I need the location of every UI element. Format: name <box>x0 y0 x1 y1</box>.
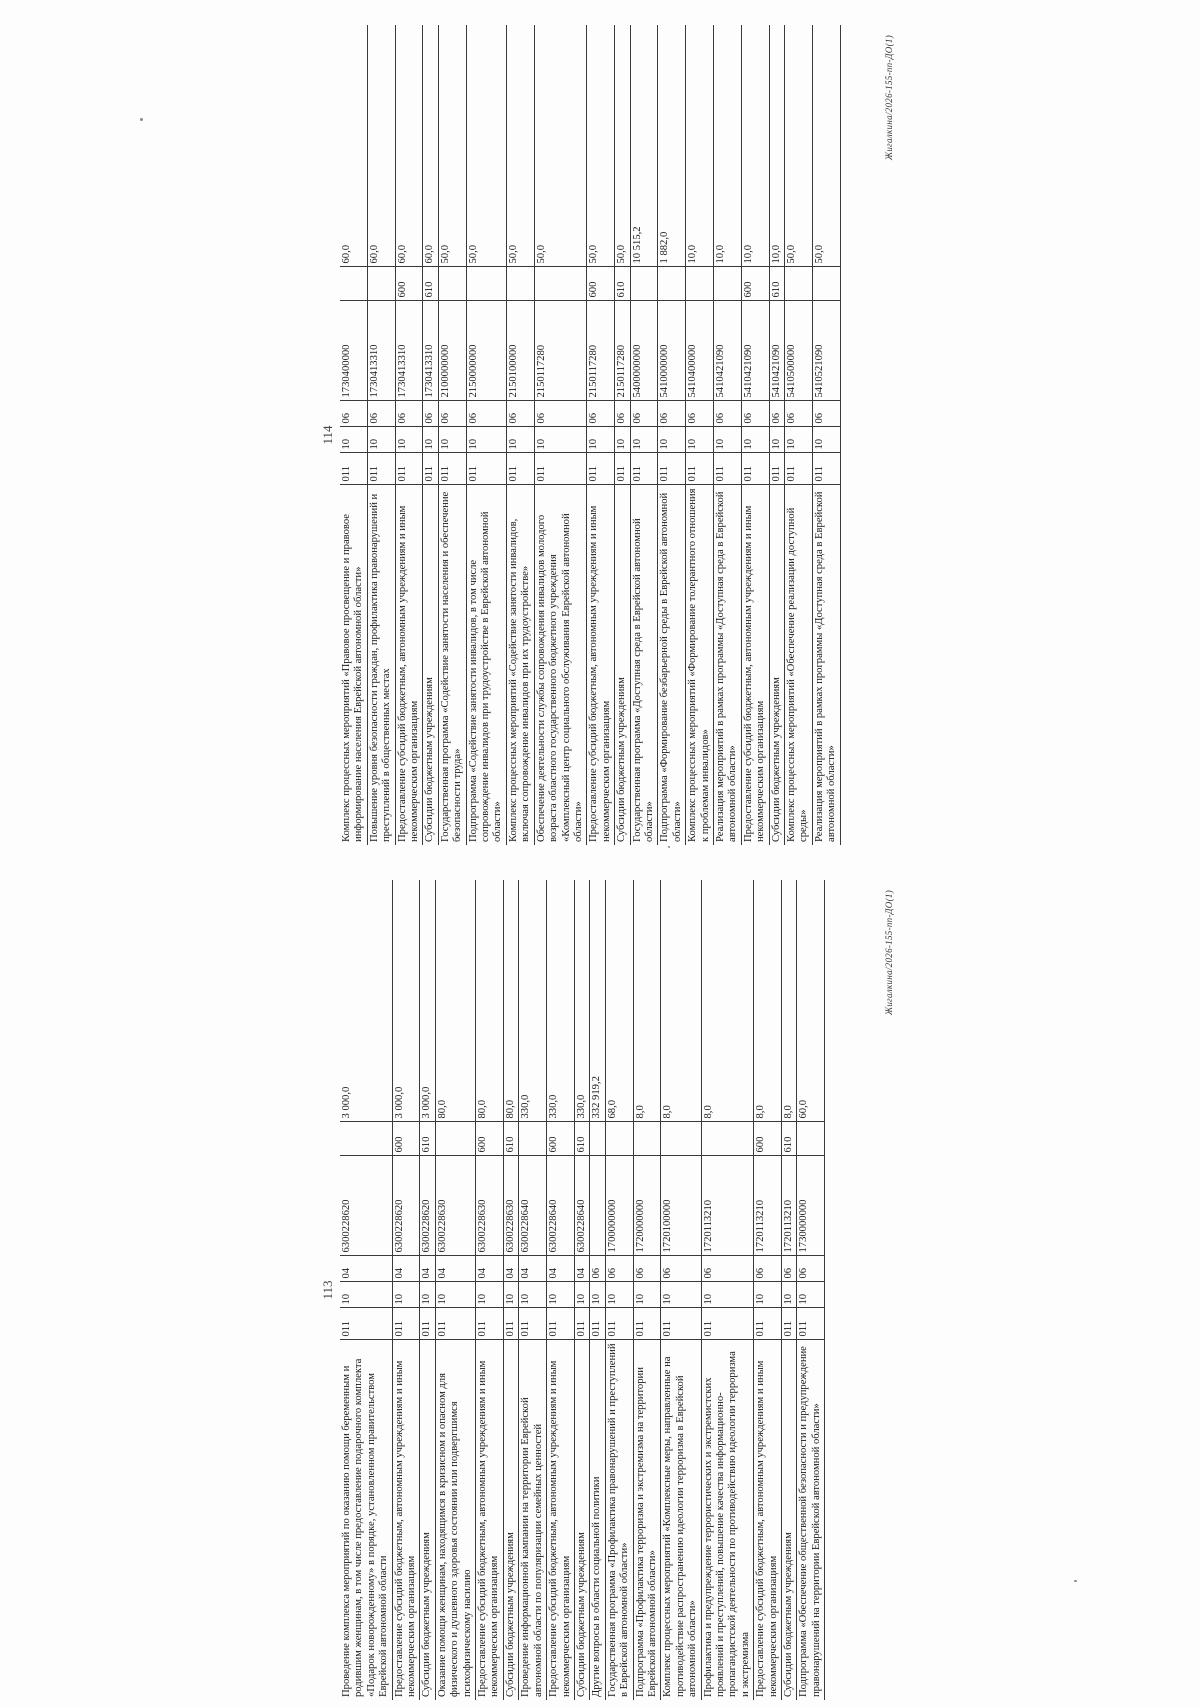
code-expense-type <box>658 267 686 301</box>
row-amount: 60,0 <box>797 880 825 1122</box>
row-name: Государственная программа «Содействие занятости населения и обеспечение безопасности труда» <box>438 485 466 845</box>
code-expense-type <box>435 1122 475 1156</box>
code-razdel: 10 <box>741 427 769 453</box>
code-expense-type <box>590 1122 605 1156</box>
row-name: Субсидии бюджетным учреждениям <box>423 485 438 845</box>
code-expense-type: 600 <box>754 1122 782 1156</box>
code-expense-type <box>534 267 587 301</box>
code-target-article: 1720000000 <box>633 1156 661 1256</box>
code-podrazdel: 06 <box>741 401 769 427</box>
row-amount: 8,0 <box>661 880 701 1122</box>
row-amount: 8,0 <box>754 880 782 1122</box>
table-row <box>423 25 438 845</box>
code-target-article: 6300228630 <box>476 1156 504 1256</box>
row-name: Предоставление субсидий бюджетным, автономным учреждениям и иным некоммерческим организациям <box>392 1340 420 1700</box>
code-razdel: 10 <box>590 1282 605 1308</box>
row-name: Предоставление субсидий бюджетным, автономным учреждениям и иным некоммерческим организациям <box>395 485 423 845</box>
code-glava: 011 <box>812 453 840 485</box>
row-name: Комплекс процессных мероприятий «Комплексные меры, направленные на противодействие распространению идеологии терроризма в Еврейской автономной области» <box>661 1340 701 1700</box>
row-name: Подпрограмма «Профилактика терроризма и экстремизма на территории Еврейской автономной области» <box>633 1340 661 1700</box>
row-name: Комплекс процессных мероприятий «Содействие занятости инвалидов, включая сопровождение инвалидов при их трудоустройстве» <box>506 485 534 845</box>
code-razdel: 10 <box>661 1282 701 1308</box>
code-target-article: 1730413310 <box>395 301 423 401</box>
code-podrazdel: 04 <box>420 1256 435 1282</box>
code-podrazdel: 04 <box>574 1256 589 1282</box>
budget-table <box>340 880 825 1700</box>
page-number: 114 <box>320 425 335 445</box>
code-target-article <box>590 1156 605 1256</box>
code-podrazdel: 06 <box>534 401 587 427</box>
code-glava: 011 <box>630 453 658 485</box>
code-target-article: 1700000000 <box>605 1156 633 1256</box>
code-glava: 011 <box>615 453 630 485</box>
row-name: Повышение уровня безопасности граждан, профилактика правонарушений и преступлений в общественных местах <box>367 485 395 845</box>
row-amount: 3 000,0 <box>392 880 420 1122</box>
code-expense-type <box>785 267 813 301</box>
code-glava: 011 <box>587 453 615 485</box>
code-target-article: 5410421090 <box>713 301 741 401</box>
code-glava: 011 <box>713 453 741 485</box>
code-target-article: 6300228640 <box>519 1156 547 1256</box>
code-target-article: 6300228620 <box>392 1156 420 1256</box>
table-row <box>782 880 797 1700</box>
code-razdel: 10 <box>395 427 423 453</box>
code-glava: 011 <box>633 1308 661 1340</box>
table-row <box>547 880 575 1700</box>
code-expense-type: 600 <box>547 1122 575 1156</box>
row-name: Субсидии бюджетным учреждениям <box>782 1340 797 1700</box>
table-row <box>605 880 633 1700</box>
table-row <box>701 880 754 1700</box>
code-podrazdel: 06 <box>587 401 615 427</box>
table-row <box>519 880 547 1700</box>
code-glava: 011 <box>661 1308 701 1340</box>
row-name: Предоставление субсидий бюджетным, автономным учреждениям и иным некоммерческим организациям <box>547 1340 575 1700</box>
code-razdel: 10 <box>615 427 630 453</box>
code-podrazdel: 06 <box>661 1256 701 1282</box>
code-glava: 011 <box>547 1308 575 1340</box>
code-expense-type <box>340 1122 392 1156</box>
code-razdel: 10 <box>466 427 506 453</box>
code-razdel: 10 <box>812 427 840 453</box>
code-target-article: 1720113210 <box>701 1156 754 1256</box>
row-name: Государственная программа «Доступная среда в Еврейской автономной области» <box>630 485 658 845</box>
code-razdel: 10 <box>587 427 615 453</box>
code-expense-type: 610 <box>423 267 438 301</box>
row-amount: 68,0 <box>605 880 633 1122</box>
table-row <box>812 25 840 845</box>
row-name: Комплекс процессных мероприятий «Обеспечение реализации доступной среды» <box>785 485 813 845</box>
code-target-article: 1720113210 <box>754 1156 782 1256</box>
budget-table <box>340 25 841 845</box>
row-name: Государственная программа «Профилактика правонарушений и преступлений в Еврейской автономной области» <box>605 1340 633 1700</box>
code-razdel: 10 <box>633 1282 661 1308</box>
row-amount: 50,0 <box>534 25 587 267</box>
code-podrazdel: 06 <box>605 1256 633 1282</box>
code-glava: 011 <box>340 1308 392 1340</box>
row-name: Проведение комплекса мероприятий по оказанию помощи беременным и родившим женщинам, в том числе предоставление подарочного комплекта «Подарок новорожденному» в порядке, установленном правительством Еврейской автономной области <box>340 1340 392 1700</box>
code-razdel: 10 <box>503 1282 518 1308</box>
code-podrazdel: 06 <box>658 401 686 427</box>
row-amount: 60,0 <box>395 25 423 267</box>
table-row <box>435 880 475 1700</box>
row-amount: 50,0 <box>615 25 630 267</box>
row-amount: 330,0 <box>547 880 575 1122</box>
code-razdel: 10 <box>367 427 395 453</box>
code-expense-type: 610 <box>782 1122 797 1156</box>
code-podrazdel: 06 <box>340 401 367 427</box>
row-amount: 8,0 <box>633 880 661 1122</box>
code-glava: 011 <box>395 453 423 485</box>
code-podrazdel: 06 <box>812 401 840 427</box>
row-name: Предоставление субсидий бюджетным, автономным учреждениям и иным некоммерческим организациям <box>754 1340 782 1700</box>
row-amount: 50,0 <box>812 25 840 267</box>
table-row <box>587 25 615 845</box>
code-expense-type: 610 <box>574 1122 589 1156</box>
table-row <box>741 25 769 845</box>
code-glava: 011 <box>367 453 395 485</box>
code-glava: 011 <box>519 1308 547 1340</box>
code-target-article: 1720100000 <box>661 1156 701 1256</box>
code-expense-type <box>506 267 534 301</box>
code-podrazdel: 04 <box>476 1256 504 1282</box>
table-row <box>615 25 630 845</box>
code-podrazdel: 06 <box>797 1256 825 1282</box>
row-amount: 3 000,0 <box>340 880 392 1122</box>
row-amount: 50,0 <box>587 25 615 267</box>
code-razdel: 10 <box>754 1282 782 1308</box>
code-podrazdel: 04 <box>503 1256 518 1282</box>
row-name: Другие вопросы в области социальной политики <box>590 1340 605 1700</box>
table-row <box>686 25 714 845</box>
code-razdel: 10 <box>423 427 438 453</box>
code-target-article: 6300228620 <box>420 1156 435 1256</box>
row-name: Проведение информационной кампании на территории Еврейской автономной области по популяризации семейных ценностей <box>519 1340 547 1700</box>
table-row <box>797 880 825 1700</box>
page-113 <box>320 880 894 1700</box>
code-razdel: 10 <box>438 427 466 453</box>
code-razdel: 10 <box>797 1282 825 1308</box>
row-amount: 80,0 <box>435 880 475 1122</box>
row-amount: 80,0 <box>476 880 504 1122</box>
code-podrazdel: 04 <box>519 1256 547 1282</box>
table-row <box>340 880 392 1700</box>
row-amount: 60,0 <box>367 25 395 267</box>
table-row <box>661 880 701 1700</box>
row-name: Подпрограмма «Обеспечение общественной безопасности и предупреждение правонарушений на территории Еврейской автономной области» <box>797 1340 825 1700</box>
code-podrazdel: 06 <box>686 401 714 427</box>
code-target-article: 2150117280 <box>615 301 630 401</box>
code-glava: 011 <box>435 1308 475 1340</box>
code-razdel: 10 <box>340 1282 392 1308</box>
table-row <box>574 880 589 1700</box>
code-razdel: 10 <box>785 427 813 453</box>
code-razdel: 10 <box>547 1282 575 1308</box>
row-amount: 10 515,2 <box>630 25 658 267</box>
row-name: Субсидии бюджетным учреждениям <box>420 1340 435 1700</box>
code-razdel: 10 <box>340 427 367 453</box>
table-row <box>506 25 534 845</box>
code-glava: 011 <box>658 453 686 485</box>
scan-speck <box>1074 1580 1077 1582</box>
code-podrazdel: 04 <box>435 1256 475 1282</box>
code-glava: 011 <box>741 453 769 485</box>
code-target-article: 5410500000 <box>785 301 813 401</box>
code-expense-type <box>713 267 741 301</box>
row-amount: 8,0 <box>701 880 754 1122</box>
table-row <box>420 880 435 1700</box>
document-id-footer: Жигалкина/2026-155-пп-ДО(1) <box>884 35 894 161</box>
code-glava: 011 <box>686 453 714 485</box>
table-row <box>785 25 813 845</box>
code-razdel: 10 <box>519 1282 547 1308</box>
code-expense-type: 610 <box>503 1122 518 1156</box>
code-expense-type <box>633 1122 661 1156</box>
code-expense-type <box>661 1122 701 1156</box>
code-target-article: 6300228640 <box>574 1156 589 1256</box>
code-expense-type <box>701 1122 754 1156</box>
code-razdel: 10 <box>630 427 658 453</box>
code-podrazdel: 06 <box>423 401 438 427</box>
code-glava: 011 <box>420 1308 435 1340</box>
code-target-article: 5410000000 <box>658 301 686 401</box>
code-glava: 011 <box>423 453 438 485</box>
code-razdel: 10 <box>769 427 784 453</box>
code-glava: 011 <box>476 1308 504 1340</box>
code-razdel: 10 <box>534 427 587 453</box>
code-expense-type <box>605 1122 633 1156</box>
code-podrazdel: 06 <box>713 401 741 427</box>
page-114 <box>320 25 894 845</box>
table-row <box>713 25 741 845</box>
code-glava: 011 <box>574 1308 589 1340</box>
code-expense-type: 600 <box>392 1122 420 1156</box>
code-podrazdel: 06 <box>630 401 658 427</box>
code-expense-type: 610 <box>615 267 630 301</box>
code-razdel: 10 <box>476 1282 504 1308</box>
code-target-article: 5410421090 <box>769 301 784 401</box>
row-name: Комплекс процессных мероприятий «Правовое просвещение и правовое информирование населения Еврейской автономной области» <box>340 485 367 845</box>
code-expense-type: 600 <box>395 267 423 301</box>
table-row <box>754 880 782 1700</box>
code-podrazdel: 06 <box>782 1256 797 1282</box>
code-target-article: 6300228640 <box>547 1156 575 1256</box>
row-name: Предоставление субсидий бюджетным, автономным учреждениям и иным некоммерческим организациям <box>741 485 769 845</box>
code-podrazdel: 06 <box>466 401 506 427</box>
code-target-article: 2150100000 <box>506 301 534 401</box>
table-row <box>769 25 784 845</box>
row-amount: 10,0 <box>686 25 714 267</box>
page-number: 113 <box>320 1280 335 1300</box>
code-expense-type: 610 <box>420 1122 435 1156</box>
row-name: Подпрограмма «Содействие занятости инвалидов, в том числе сопровождение инвалидов при трудоустройстве в Еврейской автономной области» <box>466 485 506 845</box>
table-row <box>395 25 423 845</box>
row-name: Комплекс процессных мероприятий «Формирование толерантного отношения к проблемам инвалидов» <box>686 485 714 845</box>
row-amount: 332 919,2 <box>590 880 605 1122</box>
row-name: Субсидии бюджетным учреждениям <box>574 1340 589 1700</box>
code-target-article: 5410421090 <box>741 301 769 401</box>
row-amount: 330,0 <box>519 880 547 1122</box>
code-glava: 011 <box>785 453 813 485</box>
table-row <box>476 880 504 1700</box>
table-row <box>590 880 605 1700</box>
code-podrazdel: 06 <box>785 401 813 427</box>
row-name: Обеспечение деятельности службы сопровождения инвалидов молодого возраста областного государственного бюджетного учреждения «Комплексный центр социального обслуживания Еврейской автономной области» <box>534 485 587 845</box>
table-row <box>658 25 686 845</box>
table-row <box>503 880 518 1700</box>
code-podrazdel: 04 <box>392 1256 420 1282</box>
code-expense-type <box>797 1122 825 1156</box>
row-amount: 50,0 <box>506 25 534 267</box>
code-glava: 011 <box>701 1308 754 1340</box>
code-expense-type: 600 <box>587 267 615 301</box>
code-glava: 011 <box>590 1308 605 1340</box>
code-razdel: 10 <box>605 1282 633 1308</box>
code-target-article: 5410400000 <box>686 301 714 401</box>
code-razdel: 10 <box>658 427 686 453</box>
code-target-article: 1720113210 <box>782 1156 797 1256</box>
table-row <box>392 880 420 1700</box>
row-name: Субсидии бюджетным учреждениям <box>503 1340 518 1700</box>
code-podrazdel: 04 <box>547 1256 575 1282</box>
code-podrazdel: 06 <box>506 401 534 427</box>
code-target-article: 2150000000 <box>466 301 506 401</box>
row-name: Предоставление субсидий бюджетным, автономным учреждениям и иным некоммерческим организациям <box>476 1340 504 1700</box>
code-razdel: 10 <box>392 1282 420 1308</box>
code-expense-type <box>438 267 466 301</box>
code-podrazdel: 06 <box>395 401 423 427</box>
row-amount: 8,0 <box>782 880 797 1122</box>
code-podrazdel: 06 <box>367 401 395 427</box>
code-razdel: 10 <box>713 427 741 453</box>
code-razdel: 10 <box>435 1282 475 1308</box>
code-glava: 011 <box>340 453 367 485</box>
table-row <box>534 25 587 845</box>
code-razdel: 10 <box>574 1282 589 1308</box>
code-podrazdel: 06 <box>615 401 630 427</box>
code-podrazdel: 04 <box>340 1256 392 1282</box>
code-target-article: 1730000000 <box>797 1156 825 1256</box>
row-name: Субсидии бюджетным учреждениям <box>769 485 784 845</box>
code-target-article: 2150117280 <box>534 301 587 401</box>
code-target-article: 1730400000 <box>340 301 367 401</box>
code-target-article: 6300228630 <box>435 1156 475 1256</box>
row-amount: 10,0 <box>713 25 741 267</box>
table-row <box>340 25 367 845</box>
scan-speck <box>668 846 670 848</box>
code-glava: 011 <box>754 1308 782 1340</box>
code-glava: 011 <box>438 453 466 485</box>
table-row <box>466 25 506 845</box>
row-amount: 50,0 <box>466 25 506 267</box>
code-expense-type <box>340 267 367 301</box>
row-amount: 3 000,0 <box>420 880 435 1122</box>
table-row <box>367 25 395 845</box>
scan-speck <box>140 118 143 121</box>
table-row <box>438 25 466 845</box>
code-podrazdel: 06 <box>633 1256 661 1282</box>
code-target-article: 6300228620 <box>340 1156 392 1256</box>
code-glava: 011 <box>782 1308 797 1340</box>
code-target-article: 5400000000 <box>630 301 658 401</box>
row-name: Реализация мероприятий в рамках программы «Доступная среда в Еврейской автономной области» <box>713 485 741 845</box>
row-name: Подпрограмма «Формирование безбарьерной среды в Еврейской автономной области» <box>658 485 686 845</box>
code-podrazdel: 06 <box>590 1256 605 1282</box>
code-podrazdel: 06 <box>701 1256 754 1282</box>
row-name: Оказание помощи женщинам, находящимся в кризисном и опасном для физического и душевного здоровья состоянии или подвергшимся психофизическому насилию <box>435 1340 475 1700</box>
code-glava: 011 <box>769 453 784 485</box>
table-row <box>630 25 658 845</box>
code-target-article: 5410521090 <box>812 301 840 401</box>
code-glava: 011 <box>392 1308 420 1340</box>
code-glava: 011 <box>506 453 534 485</box>
code-expense-type <box>686 267 714 301</box>
row-amount: 60,0 <box>340 25 367 267</box>
row-name: Профилактика и предупреждение террористических и экстремистских проявлений и преступлений, повышение качества информационно-пропагандистской деятельности по противодействию идеологии терроризма и экстремизма <box>701 1340 754 1700</box>
row-amount: 60,0 <box>423 25 438 267</box>
code-razdel: 10 <box>686 427 714 453</box>
document-id-footer: Жигалкина/2026-155-пп-ДО(1) <box>884 890 894 1016</box>
row-name: Предоставление субсидий бюджетным, автономным учреждениям и иным некоммерческим организациям <box>587 485 615 845</box>
row-amount: 10,0 <box>769 25 784 267</box>
code-expense-type: 610 <box>769 267 784 301</box>
row-amount: 50,0 <box>438 25 466 267</box>
code-expense-type <box>367 267 395 301</box>
code-glava: 011 <box>466 453 506 485</box>
code-glava: 011 <box>503 1308 518 1340</box>
code-glava: 011 <box>605 1308 633 1340</box>
code-expense-type <box>630 267 658 301</box>
code-glava: 011 <box>534 453 587 485</box>
code-target-article: 2100000000 <box>438 301 466 401</box>
code-expense-type <box>466 267 506 301</box>
row-name: Реализация мероприятий в рамках программы «Доступная среда в Еврейской автономной области» <box>812 485 840 845</box>
table-row <box>633 880 661 1700</box>
code-podrazdel: 06 <box>754 1256 782 1282</box>
code-podrazdel: 06 <box>438 401 466 427</box>
code-glava: 011 <box>797 1308 825 1340</box>
code-target-article: 6300228630 <box>503 1156 518 1256</box>
row-amount: 1 882,0 <box>658 25 686 267</box>
code-target-article: 2150117280 <box>587 301 615 401</box>
code-target-article: 1730413310 <box>367 301 395 401</box>
code-expense-type <box>812 267 840 301</box>
code-razdel: 10 <box>506 427 534 453</box>
row-amount: 50,0 <box>785 25 813 267</box>
row-amount: 330,0 <box>574 880 589 1122</box>
code-podrazdel: 06 <box>769 401 784 427</box>
row-amount: 80,0 <box>503 880 518 1122</box>
row-name: Субсидии бюджетным учреждениям <box>615 485 630 845</box>
code-expense-type <box>519 1122 547 1156</box>
code-expense-type: 600 <box>476 1122 504 1156</box>
code-expense-type: 600 <box>741 267 769 301</box>
code-razdel: 10 <box>701 1282 754 1308</box>
code-target-article: 1730413310 <box>423 301 438 401</box>
code-razdel: 10 <box>420 1282 435 1308</box>
code-razdel: 10 <box>782 1282 797 1308</box>
row-amount: 10,0 <box>741 25 769 267</box>
